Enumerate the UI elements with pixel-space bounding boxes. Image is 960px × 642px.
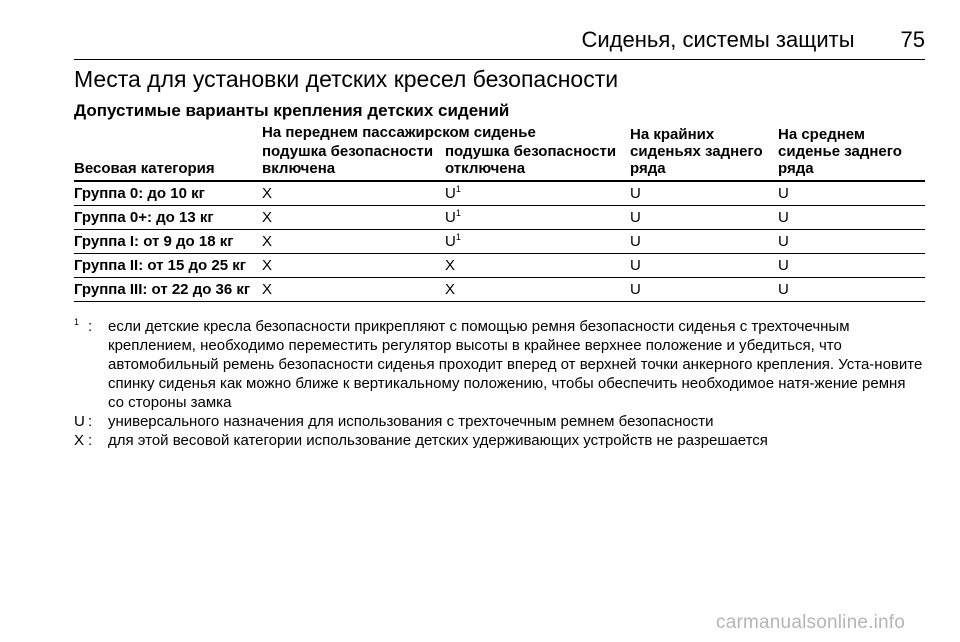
section-title: Места для установки детских кресел безопасности bbox=[74, 66, 619, 92]
footnote-separator: : bbox=[88, 432, 93, 449]
watermark: carmanualsonline.info bbox=[716, 612, 906, 633]
footnote-key bbox=[74, 431, 88, 450]
footnote-key-superscript: 1 bbox=[74, 317, 80, 327]
rear-center-cell bbox=[778, 278, 925, 302]
airbag-on-cell bbox=[262, 206, 445, 230]
footnote-marker: 1 bbox=[455, 232, 461, 242]
rear-outer-cell-value: U bbox=[630, 209, 641, 226]
footnote-separator: : bbox=[88, 318, 93, 335]
manual-page bbox=[74, 0, 925, 642]
airbag-on-cell bbox=[262, 254, 445, 278]
rear-center-cell-value: U bbox=[778, 233, 789, 250]
weight-category-cell-value: Группа III: от 22 до 36 кг bbox=[74, 281, 251, 298]
table-row bbox=[74, 254, 925, 278]
footnote-separator: : bbox=[88, 413, 93, 430]
rear-outer-cell-value: U bbox=[630, 257, 641, 274]
airbag-on-cell-value: X bbox=[262, 281, 273, 298]
footnote-item bbox=[74, 431, 925, 450]
rear-outer-cell bbox=[630, 206, 778, 230]
rear-center-cell bbox=[778, 181, 925, 206]
weight-category-cell bbox=[74, 254, 262, 278]
footnote-marker: 1 bbox=[455, 208, 461, 218]
rear-outer-header: На крайних сиденьях заднего ряда bbox=[630, 124, 778, 181]
airbag-off-cell-value: X bbox=[445, 257, 456, 274]
airbag-on-cell-value: X bbox=[262, 257, 273, 274]
header-divider bbox=[74, 59, 925, 60]
footnote-text: для этой весовой категории использование детских удерживающих устройств не разрешается bbox=[108, 432, 768, 449]
weight-category-cell-value: Группа 0: до 10 кг bbox=[74, 185, 205, 202]
weight-category-cell bbox=[74, 181, 262, 206]
table-row bbox=[74, 230, 925, 254]
airbag-off-header: подушка безопасности отключена bbox=[445, 143, 630, 181]
rear-outer-cell bbox=[630, 254, 778, 278]
rear-outer-cell-value: U bbox=[630, 281, 641, 298]
airbag-off-cell bbox=[445, 278, 630, 302]
weight-category-cell bbox=[74, 206, 262, 230]
table-row bbox=[74, 206, 925, 230]
child-seat-table bbox=[74, 124, 925, 302]
footnote-item bbox=[74, 317, 925, 412]
weight-category-cell bbox=[74, 278, 262, 302]
airbag-off-cell-value: X bbox=[445, 281, 456, 298]
airbag-on-cell-value: X bbox=[262, 209, 273, 226]
airbag-on-cell-value: X bbox=[262, 233, 273, 250]
footnote-key-text: X bbox=[74, 432, 85, 449]
rear-outer-cell bbox=[630, 278, 778, 302]
airbag-off-cell bbox=[445, 206, 630, 230]
weight-category-header: Весовая категория bbox=[74, 124, 262, 181]
table-body bbox=[74, 181, 925, 302]
airbag-off-cell-value: U bbox=[445, 233, 456, 250]
footnotes bbox=[74, 317, 925, 450]
rear-outer-cell-value: U bbox=[630, 233, 641, 250]
table-row bbox=[74, 181, 925, 206]
weight-category-cell-value: Группа 0+: до 13 кг bbox=[74, 209, 214, 226]
rear-outer-cell-value: U bbox=[630, 185, 641, 202]
rear-center-cell-value: U bbox=[778, 281, 789, 298]
footnote-key-text: U bbox=[74, 413, 85, 430]
airbag-off-cell-value: U bbox=[445, 209, 456, 226]
airbag-on-cell bbox=[262, 278, 445, 302]
footnote-text: универсального назначения для использования с трехточечным ремнем безопасности bbox=[108, 413, 714, 430]
footnote-key bbox=[74, 317, 88, 336]
rear-center-cell-value: U bbox=[778, 185, 789, 202]
airbag-off-cell bbox=[445, 181, 630, 206]
page-number: 75 bbox=[900, 27, 925, 52]
rear-center-cell-value: U bbox=[778, 257, 789, 274]
airbag-on-cell bbox=[262, 181, 445, 206]
airbag-off-cell bbox=[445, 254, 630, 278]
rear-center-header: На среднем сиденье заднего ряда bbox=[778, 124, 925, 181]
airbag-off-cell bbox=[445, 230, 630, 254]
footnote-text: если детские кресла безопасности прикрепляют с помощью ремня безопасности сиденья с трехточечным креплением, необходимо переместить регулятор высоты в крайнее верхнее положение и убедиться, что автомобильный ремень безопасности сиденья проходит вперед от верхней точки анкерного крепления. Уста-новите спинку сиденья как можно ближе к вертикальному положению, чтобы обеспечить необходимое натя-жение ремня со стороны замка bbox=[108, 318, 923, 411]
rear-center-cell-value: U bbox=[778, 209, 789, 226]
table-caption: Допустимые варианты крепления детских сидений bbox=[74, 101, 510, 120]
weight-category-cell-value: Группа I: от 9 до 18 кг bbox=[74, 233, 234, 250]
rear-center-cell bbox=[778, 230, 925, 254]
rear-outer-cell bbox=[630, 181, 778, 206]
footnote-key bbox=[74, 412, 88, 431]
weight-category-cell-value: Группа II: от 15 до 25 кг bbox=[74, 257, 246, 274]
airbag-on-header: подушка безопасности включена bbox=[262, 143, 445, 181]
airbag-on-cell-value: X bbox=[262, 185, 273, 202]
airbag-on-cell bbox=[262, 230, 445, 254]
airbag-off-cell-value: U bbox=[445, 185, 456, 202]
weight-category-cell bbox=[74, 230, 262, 254]
chapter-title: Сиденья, системы защиты bbox=[581, 27, 855, 52]
front-passenger-header: На переднем пассажирском сиденье bbox=[262, 124, 536, 141]
footnote-marker: 1 bbox=[455, 184, 461, 194]
rear-center-cell bbox=[778, 206, 925, 230]
table-row bbox=[74, 278, 925, 302]
rear-center-cell bbox=[778, 254, 925, 278]
running-header bbox=[74, 26, 925, 54]
rear-outer-cell bbox=[630, 230, 778, 254]
footnote-item bbox=[74, 412, 925, 431]
